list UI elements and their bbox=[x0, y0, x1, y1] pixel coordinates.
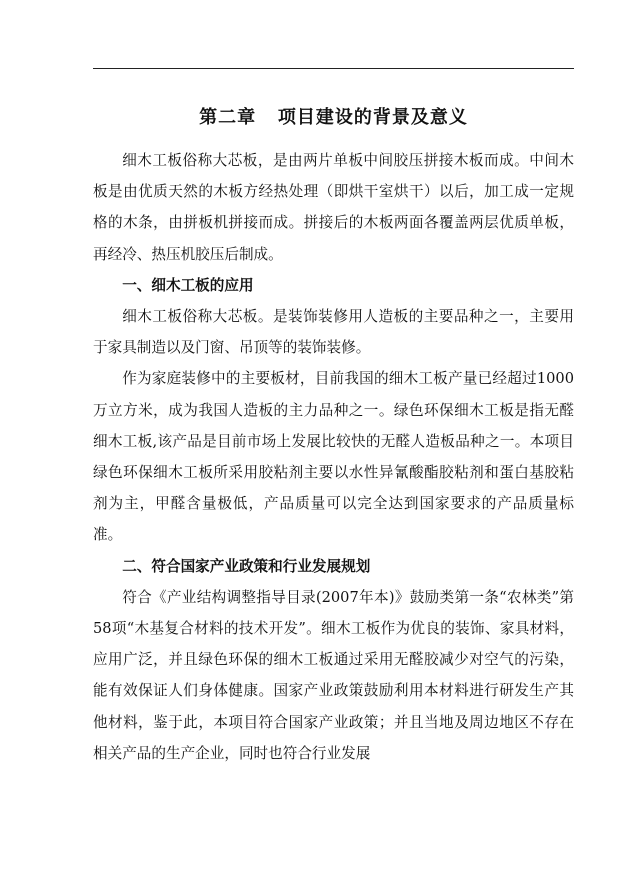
header-rule bbox=[93, 68, 574, 69]
intro-paragraph: 细木工板俗称大芯板，是由两片单板中间胶压拼接木板而成。中间木板是由优质天然的木板方经热处理（即烘干室烘干）以后，加工成一定规格的木条，由拼板机拼接而成。拼接后的木板两面各覆盖两层优质单板，再经冷、热压机胶压后制成。 bbox=[93, 152, 574, 263]
application-paragraph-1: 细木工板俗称大芯板。是装饰装修用人造板的主要品种之一，主要用于家具制造以及门窗、吊顶等的装饰装修。 bbox=[93, 308, 574, 357]
application-paragraph-2: 作为家庭装修中的主要板材，目前我国的细木工板产量已经超过1000万立方米，成为我国人造板的主力品种之一。绿色环保细木工板是指无醛细木工板,该产品是目前市场上发展比较快的无醛人造板品种之一。本项目绿色环保细木工板所采用胶粘剂主要以水性异氰酸酯胶粘剂和蛋白基胶粘剂为主，甲醛含量极低，产品质量可以完全达到国家要求的产品质量标准。 bbox=[93, 370, 574, 544]
chapter-title: 第二章 项目建设的背景及意义 bbox=[199, 107, 468, 128]
section-heading-policy: 二、符合国家产业政策和行业发展规划 bbox=[122, 557, 371, 575]
document-body bbox=[93, 145, 574, 769]
section-heading-application: 一、细木工板的应用 bbox=[122, 276, 254, 294]
policy-paragraph-1: 符合《产业结构调整指导目录(2007年本)》鼓励类第一条“农林类”第58项“木基复合材料的技术开发”。细木工板作为优良的装饰、家具材料，应用广泛，并且绿色环保的细木工板通过采用无醛胶减少对空气的污染，能有效保证人们身体健康。国家产业政策鼓励利用本材料进行研发生产其他材料，鉴于此，本项目符合国家产业政策；并且当地及周边地区不存在相关产品的生产企业，同时也符合行业发展 bbox=[93, 588, 574, 762]
